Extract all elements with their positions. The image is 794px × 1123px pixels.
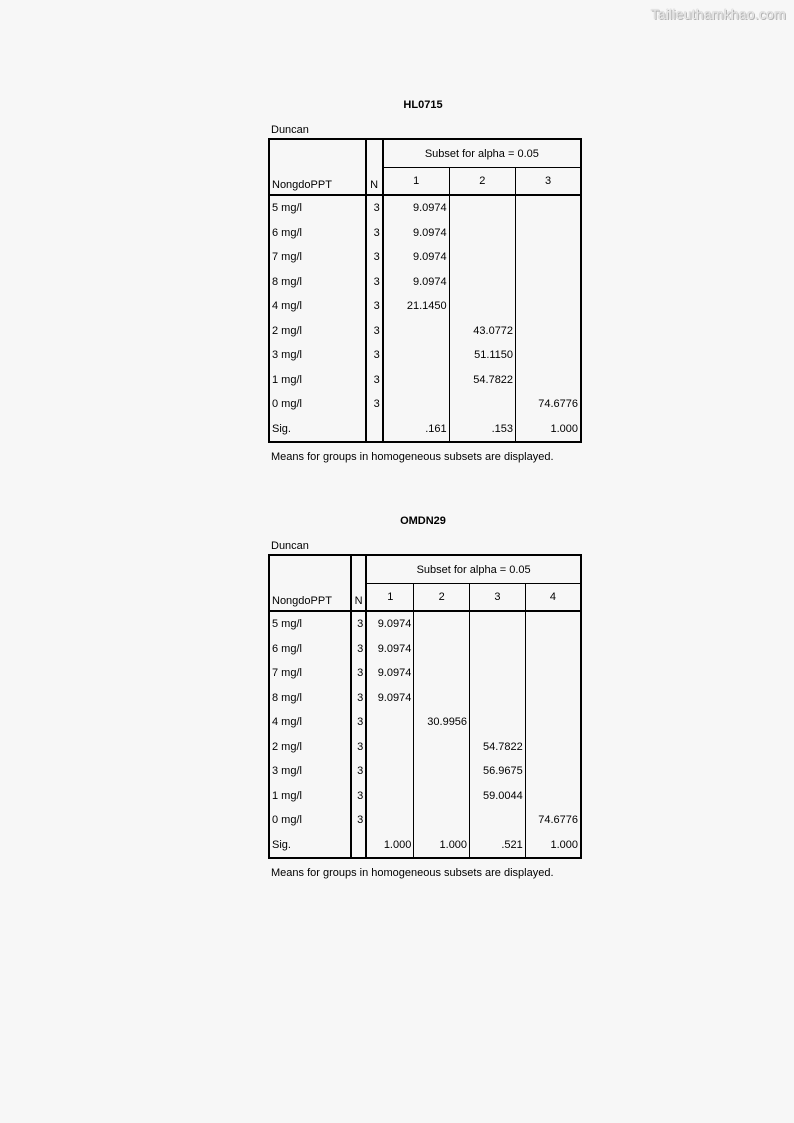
cell-value: 51.1150 [449,343,515,368]
cell-value: 56.9675 [470,759,526,784]
table-header-row [269,139,581,168]
row-n [351,833,366,859]
row-n: 3 [351,808,366,833]
cell-value: 1.000 [525,833,581,859]
cell-value [366,710,414,735]
cell-value [383,368,449,393]
cell-value: 9.0974 [377,691,412,704]
cell-value [516,270,581,295]
row-n: 3 [351,784,366,809]
cell-value: 1.000 [383,838,412,851]
row-n: 3 [366,195,383,221]
row-label: 0 mg/l [269,808,351,833]
table-row [269,759,581,784]
factor-header: NongdoPPT [269,555,351,611]
row-label: Sig. [269,417,366,443]
row-label: 2 mg/l [269,319,366,344]
cell-value [516,245,581,270]
cell-value: 1.000 [516,417,581,443]
row-label: 5 mg/l [269,195,366,221]
table-row [269,637,581,662]
cell-value [449,270,515,295]
table-row [269,221,581,246]
anova-block-omdn29 [268,514,582,879]
anova-block-hl0715 [268,98,582,463]
cell-value [414,611,470,637]
table-row [269,784,581,809]
cell-value: 1.000 [414,833,470,859]
table-row [269,661,581,686]
cell-value [414,784,470,809]
row-label: 6 mg/l [269,221,366,246]
cell-value: 54.7822 [449,368,515,393]
cell-value [516,368,581,393]
factor-header: NongdoPPT [269,139,366,195]
row-label: 8 mg/l [269,686,351,711]
cell-value [470,611,526,637]
method-label: Duncan [271,124,309,136]
cell-value [414,661,470,686]
cell-value [414,759,470,784]
cell-value [366,759,414,784]
row-label: 4 mg/l [269,294,366,319]
row-label: 6 mg/l [269,637,351,662]
row-n: 3 [351,710,366,735]
cell-value: .153 [449,417,515,443]
table-footnote: Means for groups in homogeneous subsets are displayed. [271,867,554,879]
table-row [269,611,581,637]
cell-value: 30.9956 [414,710,470,735]
row-label: 5 mg/l [269,611,351,637]
row-n: 3 [351,686,366,711]
cell-value [449,245,515,270]
sig-row [269,417,581,443]
row-n: 3 [366,221,383,246]
row-n: 3 [351,759,366,784]
table-row [269,392,581,417]
method-label: Duncan [271,540,309,552]
cell-value [383,319,449,344]
table-title: HL0715 [403,99,443,111]
cell-value: .161 [425,422,447,435]
cell-value [449,392,515,417]
cell-value [516,294,581,319]
duncan-table [268,138,582,443]
table-row [269,686,581,711]
subset-col-header: 2 [414,584,470,612]
cell-value [516,319,581,344]
row-label: Sig. [269,833,351,859]
cell-value [470,637,526,662]
cell-value [383,343,449,368]
cell-value [516,343,581,368]
cell-value [414,735,470,760]
cell-value: 9.0974 [377,667,412,680]
cell-value: 59.0044 [470,784,526,809]
subset-header: Subset for alpha = 0.05 [416,563,531,576]
watermark-text: Tailieuthamkhao.com [650,6,786,22]
cell-value [449,294,515,319]
cell-value [516,221,581,246]
cell-value [383,392,449,417]
row-n: 3 [366,270,383,295]
subset-col-header: 1 [383,168,449,196]
row-label: 8 mg/l [269,270,366,295]
row-n: 3 [366,368,383,393]
cell-value: 74.6776 [516,392,581,417]
sig-row [269,833,581,859]
row-n: 3 [351,637,366,662]
cell-value [516,195,581,221]
cell-value: 9.0974 [377,642,412,655]
row-n: 3 [366,294,383,319]
table-row [269,270,581,295]
subset-col-header: 3 [470,584,526,612]
cell-value [525,710,581,735]
subset-col-header: 1 [366,584,414,612]
cell-value [470,661,526,686]
table-row [269,735,581,760]
table-footnote: Means for groups in homogeneous subsets are displayed. [271,451,554,463]
cell-value [525,784,581,809]
table-row [269,294,581,319]
n-header: N [366,139,383,195]
cell-value: 21.1450 [406,300,447,313]
cell-value [525,637,581,662]
row-n: 3 [366,392,383,417]
cell-value: 74.6776 [525,808,581,833]
row-n: 3 [366,343,383,368]
cell-value [525,686,581,711]
cell-value [449,195,515,221]
table-row [269,710,581,735]
cell-value [470,710,526,735]
cell-value [414,808,470,833]
row-label: 3 mg/l [269,759,351,784]
table-title: OMDN29 [400,515,446,527]
cell-value [366,784,414,809]
row-label: 0 mg/l [269,392,366,417]
subset-header: Subset for alpha = 0.05 [424,147,539,160]
cell-value: 54.7822 [470,735,526,760]
cell-value [525,661,581,686]
cell-value [525,759,581,784]
cell-value [525,735,581,760]
row-label: 1 mg/l [269,368,366,393]
cell-value [470,686,526,711]
cell-value [366,808,414,833]
duncan-table [268,554,582,859]
row-n: 3 [351,735,366,760]
cell-value: 9.0974 [412,226,447,239]
table-row [269,319,581,344]
cell-value: 43.0772 [449,319,515,344]
row-label: 1 mg/l [269,784,351,809]
cell-value [366,735,414,760]
table-row [269,245,581,270]
row-label: 7 mg/l [269,245,366,270]
cell-value [470,808,526,833]
cell-value: 9.0974 [412,275,447,288]
cell-value [414,637,470,662]
cell-value: 9.0974 [377,618,412,631]
subset-col-header: 2 [449,168,515,196]
row-label: 2 mg/l [269,735,351,760]
table-row [269,808,581,833]
n-header: N [351,555,366,611]
cell-value [525,611,581,637]
table-row [269,368,581,393]
cell-value: 9.0974 [412,202,447,215]
subset-col-header: 3 [516,168,581,196]
row-n: 3 [366,245,383,270]
cell-value [414,686,470,711]
subset-col-header: 4 [525,584,581,612]
table-header-row [269,555,581,584]
row-label: 7 mg/l [269,661,351,686]
row-n [366,417,383,443]
row-n: 3 [351,661,366,686]
table-row [269,195,581,221]
cell-value: .521 [470,833,526,859]
row-label: 3 mg/l [269,343,366,368]
row-label: 4 mg/l [269,710,351,735]
row-n: 3 [366,319,383,344]
cell-value: 9.0974 [412,251,447,264]
row-n: 3 [351,611,366,637]
table-row [269,343,581,368]
cell-value [449,221,515,246]
